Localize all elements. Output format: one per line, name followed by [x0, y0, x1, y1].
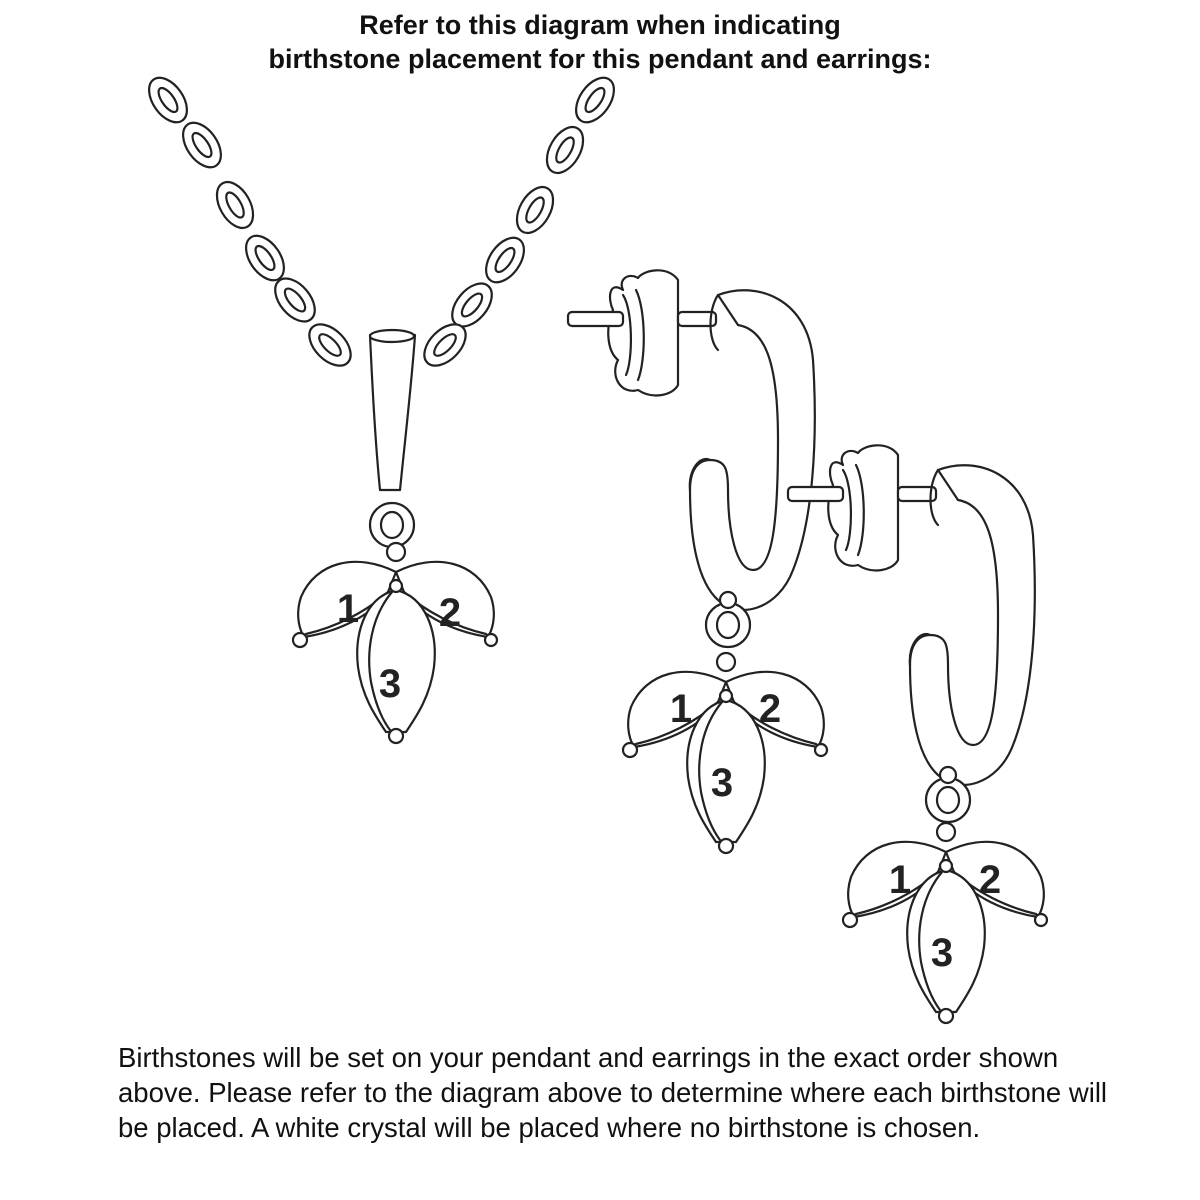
- earring-right: [788, 445, 1047, 1023]
- earring-left-stone-2-label: 2: [758, 687, 782, 731]
- pendant-stone-3-label: 3: [378, 662, 402, 706]
- earring-left-stone-1-label: 1: [669, 687, 693, 731]
- earring-right-stone-2-label: 2: [978, 858, 1002, 902]
- earring-right-stone-3-label: 3: [930, 931, 954, 975]
- necklace-chain: [141, 71, 621, 373]
- pendant-stone-2-label: 2: [438, 591, 462, 635]
- heading-line-2: birthstone placement for this pendant and earrings:: [268, 44, 932, 74]
- heading-line-1: Refer to this diagram when indicating: [359, 10, 841, 40]
- footer-note: Birthstones will be set on your pendant and earrings in the exact order shown above. Please refer to the diagram above to determine where each birthstone will be placed. A white crystal will be placed where no birthstone is chosen.: [118, 1042, 1108, 1143]
- pendant-stone-1-label: 1: [336, 587, 360, 631]
- earring-left: [568, 270, 827, 853]
- earring-right-stone-1-label: 1: [888, 858, 912, 902]
- earring-left-stone-3-label: 3: [710, 761, 734, 805]
